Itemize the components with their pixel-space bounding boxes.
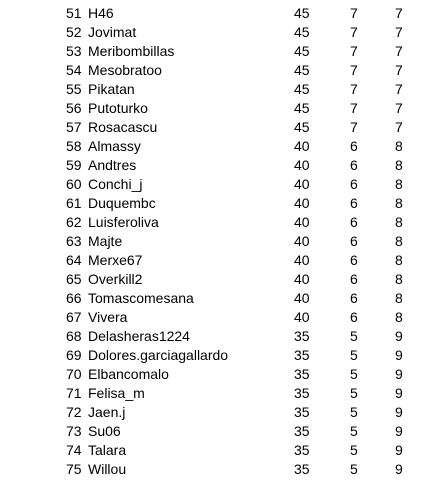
table-row — [0, 441, 448, 460]
rank-cell: 61 — [66, 195, 82, 211]
points-cell: 40 — [294, 233, 310, 249]
col-a-cell: 5 — [350, 385, 358, 401]
table-row — [0, 42, 448, 61]
col-b-cell: 8 — [395, 233, 403, 249]
rank-cell: 69 — [66, 347, 82, 363]
table-row — [0, 232, 448, 251]
col-b-cell: 8 — [395, 271, 403, 287]
rank-cell: 53 — [66, 43, 82, 59]
col-a-cell: 5 — [350, 442, 358, 458]
name-cell: Almassy — [88, 138, 141, 154]
rank-cell: 70 — [66, 366, 82, 382]
table-row — [0, 4, 448, 23]
name-cell: Tomascomesana — [88, 290, 194, 306]
points-cell: 40 — [294, 195, 310, 211]
points-cell: 35 — [294, 423, 310, 439]
points-cell: 35 — [294, 442, 310, 458]
rank-cell: 59 — [66, 157, 82, 173]
rank-cell: 54 — [66, 62, 82, 78]
rank-cell: 63 — [66, 233, 82, 249]
col-a-cell: 7 — [350, 24, 358, 40]
col-b-cell: 9 — [395, 423, 403, 439]
col-b-cell: 8 — [395, 138, 403, 154]
name-cell: Dolores.garciagallardo — [88, 347, 229, 363]
name-cell: Duquembc — [88, 195, 156, 211]
rank-cell: 58 — [66, 138, 82, 154]
rank-cell: 66 — [66, 290, 82, 306]
points-cell: 40 — [294, 176, 310, 192]
name-cell: Meribombillas — [88, 43, 175, 59]
table-row — [0, 23, 448, 42]
table-row — [0, 365, 448, 384]
col-b-cell: 8 — [395, 309, 403, 325]
col-a-cell: 6 — [350, 290, 358, 306]
points-cell: 35 — [294, 347, 310, 363]
name-cell: Elbancomalo — [88, 366, 169, 382]
col-a-cell: 7 — [350, 43, 358, 59]
rank-cell: 60 — [66, 176, 82, 192]
col-a-cell: 6 — [350, 157, 358, 173]
col-b-cell: 9 — [395, 347, 403, 363]
rank-cell: 56 — [66, 100, 82, 116]
col-a-cell: 7 — [350, 119, 358, 135]
name-cell: Vivera — [88, 309, 128, 325]
table-row — [0, 251, 448, 270]
name-cell: Rosacascu — [88, 119, 158, 135]
col-b-cell: 7 — [395, 100, 403, 116]
table-row — [0, 308, 448, 327]
name-cell: Jaen.j — [88, 404, 126, 420]
table-row — [0, 346, 448, 365]
col-b-cell: 9 — [395, 404, 403, 420]
col-a-cell: 7 — [350, 62, 358, 78]
col-b-cell: 7 — [395, 5, 403, 21]
points-cell: 45 — [294, 43, 310, 59]
rank-cell: 71 — [66, 385, 82, 401]
points-cell: 35 — [294, 366, 310, 382]
name-cell: Willou — [88, 461, 127, 477]
points-cell: 45 — [294, 100, 310, 116]
col-b-cell: 7 — [395, 43, 403, 59]
rank-cell: 51 — [66, 5, 82, 21]
col-a-cell: 5 — [350, 328, 358, 344]
name-cell: Jovimat — [88, 24, 137, 40]
col-a-cell: 6 — [350, 138, 358, 154]
points-cell: 45 — [294, 24, 310, 40]
col-a-cell: 7 — [350, 81, 358, 97]
rank-cell: 55 — [66, 81, 82, 97]
table-row — [0, 213, 448, 232]
col-b-cell: 9 — [395, 366, 403, 382]
rank-cell: 73 — [66, 423, 82, 439]
points-cell: 35 — [294, 404, 310, 420]
points-cell: 40 — [294, 290, 310, 306]
col-a-cell: 6 — [350, 271, 358, 287]
col-a-cell: 5 — [350, 461, 358, 477]
col-b-cell: 9 — [395, 385, 403, 401]
points-cell: 45 — [294, 5, 310, 21]
points-cell: 45 — [294, 119, 310, 135]
table-row — [0, 137, 448, 156]
col-a-cell: 6 — [350, 214, 358, 230]
col-b-cell: 7 — [395, 81, 403, 97]
name-cell: Felisa_m — [88, 385, 145, 401]
name-cell: Merxe67 — [88, 252, 143, 268]
table-row — [0, 80, 448, 99]
points-cell: 45 — [294, 81, 310, 97]
table-row — [0, 61, 448, 80]
points-cell: 40 — [294, 157, 310, 173]
col-b-cell: 7 — [395, 62, 403, 78]
table-row — [0, 403, 448, 422]
col-a-cell: 5 — [350, 366, 358, 382]
col-a-cell: 6 — [350, 176, 358, 192]
name-cell: Delasheras1224 — [88, 328, 190, 344]
col-b-cell: 9 — [395, 328, 403, 344]
col-b-cell: 8 — [395, 252, 403, 268]
table-row — [0, 194, 448, 213]
col-b-cell: 7 — [395, 24, 403, 40]
col-a-cell: 5 — [350, 347, 358, 363]
rank-cell: 57 — [66, 119, 82, 135]
table-row — [0, 175, 448, 194]
col-a-cell: 5 — [350, 423, 358, 439]
col-b-cell: 9 — [395, 461, 403, 477]
col-a-cell: 6 — [350, 252, 358, 268]
table-row — [0, 270, 448, 289]
name-cell: Luisferoliva — [88, 214, 159, 230]
col-b-cell: 7 — [395, 119, 403, 135]
points-cell: 40 — [294, 309, 310, 325]
table-row — [0, 460, 448, 479]
col-b-cell: 8 — [395, 214, 403, 230]
col-b-cell: 8 — [395, 290, 403, 306]
ranking-table — [0, 4, 448, 479]
points-cell: 35 — [294, 461, 310, 477]
table-row — [0, 384, 448, 403]
name-cell: Su06 — [88, 423, 121, 439]
col-b-cell: 8 — [395, 195, 403, 211]
col-a-cell: 6 — [350, 195, 358, 211]
points-cell: 40 — [294, 252, 310, 268]
col-b-cell: 8 — [395, 176, 403, 192]
rank-cell: 64 — [66, 252, 82, 268]
col-b-cell: 8 — [395, 157, 403, 173]
table-row — [0, 327, 448, 346]
col-a-cell: 7 — [350, 5, 358, 21]
name-cell: Conchi_j — [88, 176, 143, 192]
name-cell: Andtres — [88, 157, 137, 173]
rank-cell: 62 — [66, 214, 82, 230]
name-cell: Pikatan — [88, 81, 135, 97]
rank-cell: 67 — [66, 309, 82, 325]
col-b-cell: 9 — [395, 442, 403, 458]
rank-cell: 52 — [66, 24, 82, 40]
points-cell: 40 — [294, 271, 310, 287]
rank-cell: 68 — [66, 328, 82, 344]
col-a-cell: 6 — [350, 309, 358, 325]
table-row — [0, 118, 448, 137]
table-row — [0, 156, 448, 175]
rank-cell: 65 — [66, 271, 82, 287]
name-cell: Majte — [88, 233, 123, 249]
col-a-cell: 6 — [350, 233, 358, 249]
name-cell: Mesobratoo — [88, 62, 162, 78]
table-row — [0, 289, 448, 308]
points-cell: 35 — [294, 385, 310, 401]
name-cell: Putoturko — [88, 100, 148, 116]
points-cell: 35 — [294, 328, 310, 344]
rank-cell: 75 — [66, 461, 82, 477]
name-cell: Talara — [88, 442, 127, 458]
col-a-cell: 5 — [350, 404, 358, 420]
points-cell: 40 — [294, 214, 310, 230]
col-a-cell: 7 — [350, 100, 358, 116]
name-cell: H46 — [88, 5, 114, 21]
rank-cell: 74 — [66, 442, 82, 458]
table-row — [0, 99, 448, 118]
name-cell: Overkill2 — [88, 271, 143, 287]
rank-cell: 72 — [66, 404, 82, 420]
points-cell: 45 — [294, 62, 310, 78]
table-row — [0, 422, 448, 441]
points-cell: 40 — [294, 138, 310, 154]
